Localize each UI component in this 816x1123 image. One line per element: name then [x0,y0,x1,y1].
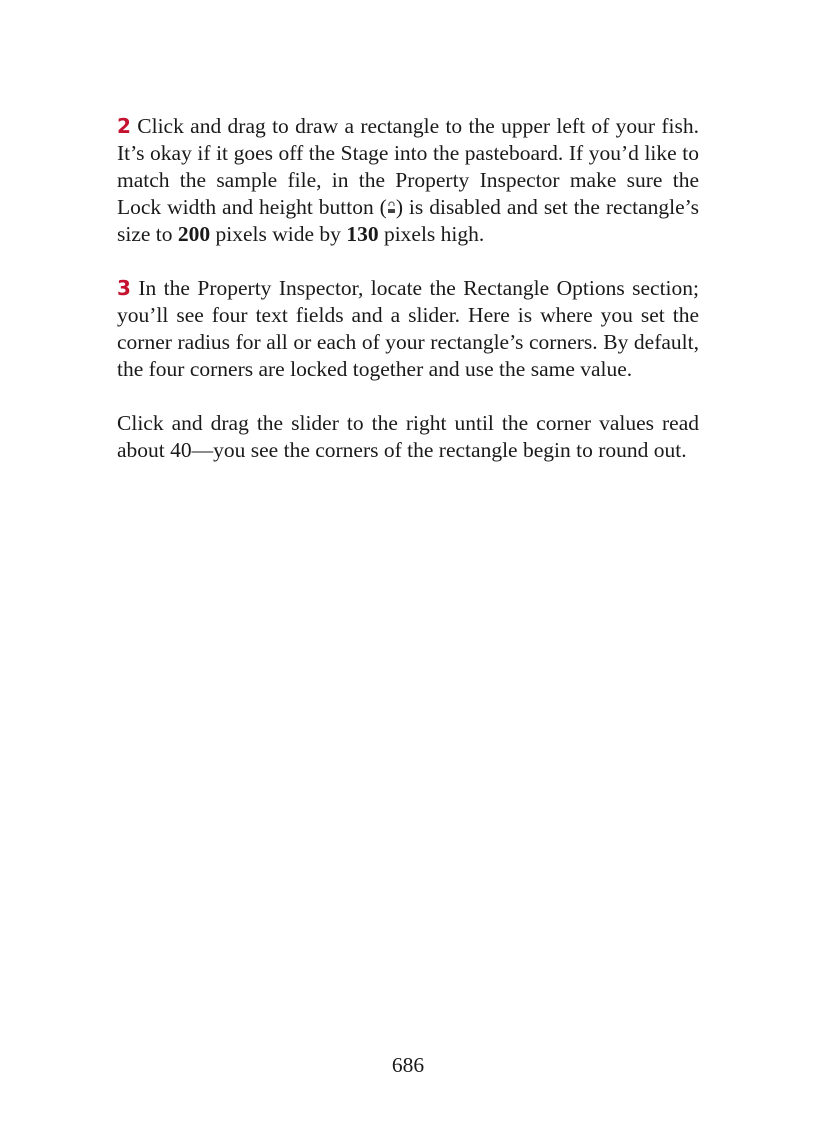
page-body [117,113,699,464]
followup-paragraph: Click and drag the slider to the right until the corner values read about 40—you see the corners of the rectangle begin to round out. [117,411,699,462]
step-2-text-a: Click and drag to draw a rectangle to the upper left of your fish. It’s okay if it goes off the Stage into the pasteboard. If you’d like to match the sample file, in the Property Inspector make sure the Lock width and height button ( [117,114,699,219]
rectangle-width-value: 200 [177,222,211,246]
lock-width-height-icon [387,195,396,209]
step-2-text-b: ) is disabled and set the rectangle’s size to [117,195,699,246]
step-2-number: 2 [117,114,131,138]
step-2-text-c: pixels wide by [210,222,347,246]
step-3-paragraph [117,275,699,383]
step-2-paragraph [117,113,699,248]
step-2-text-d: pixels high. [378,222,485,246]
step-3-number: 3 [117,276,131,300]
step-3-text: In the Property Inspector, locate the Rectangle Options section; you’ll see four text fields and a slider. Here is where you set the corner radius for all or each of your rectangle’s corners. By default, the four corners are locked together and use the same value. [117,276,699,381]
page-number: 686 [391,1053,425,1077]
rectangle-height-value: 130 [346,222,379,246]
